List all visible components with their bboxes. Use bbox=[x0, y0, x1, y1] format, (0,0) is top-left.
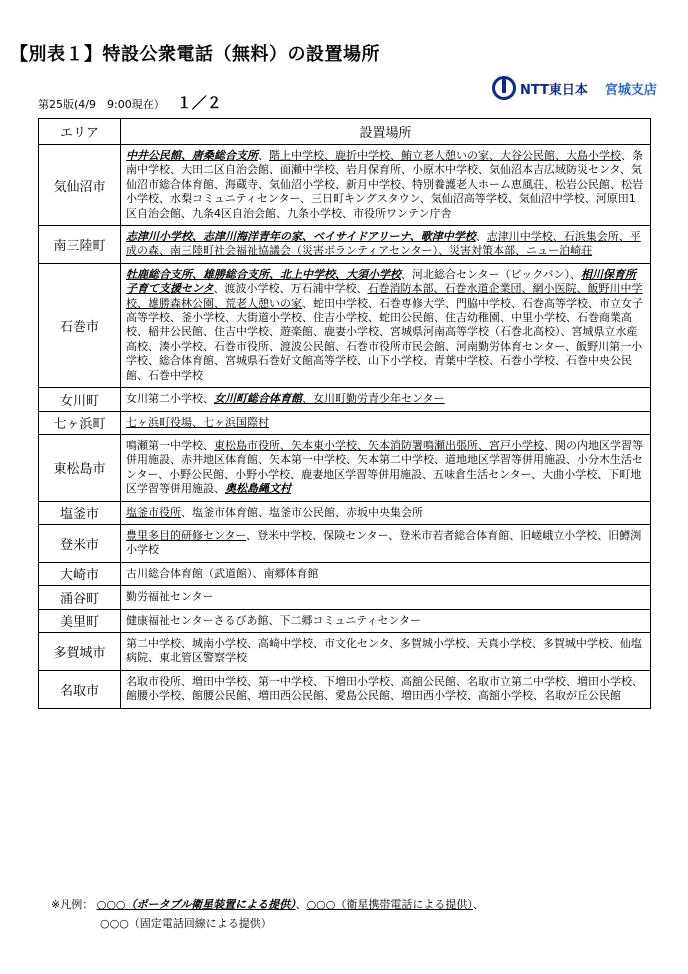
satellite-place-text: 志津川小学校、志津川海洋青年の家、ベイサイドアリーナ、歌津中学校 bbox=[126, 230, 476, 244]
places-cell bbox=[121, 263, 651, 387]
version-text: 第25版(4/9 9:00現在） bbox=[38, 98, 165, 111]
legend bbox=[51, 895, 484, 933]
places-cell bbox=[121, 609, 651, 632]
table-row bbox=[39, 145, 651, 226]
satellite-place-text: 中井公民館、唐桑総合支所 bbox=[126, 149, 258, 162]
fixed-place-text: 、 bbox=[475, 230, 487, 244]
area-cell: 石巻市 bbox=[39, 263, 121, 387]
table-row bbox=[39, 263, 651, 387]
area-column-header: エリア bbox=[39, 119, 121, 145]
table-row bbox=[39, 524, 651, 562]
satellite-place-text: 相川保育所子育て支援センタ bbox=[126, 267, 636, 296]
mobile-place-text: 、女川町勤労青少年センター bbox=[302, 392, 445, 406]
document-title: 【別表１】特設公衆電話（無料）の設置場所 bbox=[10, 44, 380, 65]
legend-satellite: ○○○（ポータブル衛星装置による提供） bbox=[96, 898, 296, 911]
table-row bbox=[39, 501, 651, 524]
places-cell bbox=[121, 524, 651, 562]
places-cell bbox=[121, 226, 651, 264]
fixed-place-text: 、 bbox=[258, 149, 269, 162]
fixed-place-text: 勤労福祉センター bbox=[126, 590, 214, 604]
area-cell: 涌谷町 bbox=[39, 586, 121, 609]
version-line bbox=[38, 92, 222, 113]
area-cell: 美里町 bbox=[39, 609, 121, 632]
area-cell: 多賀城市 bbox=[39, 632, 121, 670]
table-row bbox=[39, 411, 651, 434]
mobile-place-text: 豊里多目的研修センター bbox=[126, 528, 247, 542]
area-cell: 大崎市 bbox=[39, 562, 121, 585]
logo-brand-text: NTT東日本 bbox=[520, 82, 588, 98]
table-row bbox=[39, 632, 651, 670]
area-cell: 気仙沼市 bbox=[39, 145, 121, 226]
table-row bbox=[39, 670, 651, 708]
area-cell: 七ヶ浜町 bbox=[39, 411, 121, 434]
installation-table bbox=[38, 118, 651, 709]
fixed-place-text: 、塩釜市体育館、塩釜市公民館、赤坂中央集会所 bbox=[181, 505, 423, 519]
fixed-place-text: 名取市役所、増田中学校、第一中学校、下増田小学校、高舘公民館、名取市立第二中学校、増田小学校、館腰小学校、館腰公民館、増田西公民館、愛島公民館、増田西小学校、高舘小学校、名取が丘公民館 bbox=[126, 674, 643, 703]
places-cell bbox=[121, 501, 651, 524]
places-cell bbox=[121, 586, 651, 609]
area-cell: 名取市 bbox=[39, 670, 121, 708]
table-row bbox=[39, 609, 651, 632]
mobile-place-text: 階上中学校、鹿折中学校、鮪立老人憩いの家、大谷公民館、大島小学校 bbox=[269, 149, 621, 162]
legend-line-1 bbox=[51, 895, 484, 914]
table-header-row bbox=[39, 119, 651, 145]
places-column-header: 設置場所 bbox=[121, 119, 651, 145]
table-row bbox=[39, 434, 651, 501]
ntt-east-logo bbox=[491, 76, 657, 100]
legend-line-2 bbox=[51, 914, 484, 933]
fixed-place-text: 、渡波小学校、万石浦中学校、 bbox=[213, 282, 368, 296]
page-number: １／２ bbox=[176, 94, 222, 112]
mobile-place-text: 志津川中学校、石浜集会所、平成の森、南三陸町社会福祉協議会（災害ボランティアセンター）、災害対策本部、ニュー泊崎荘 bbox=[126, 230, 641, 258]
logo-branch-text: 宮城支店 bbox=[604, 82, 657, 98]
area-cell: 東松島市 bbox=[39, 434, 121, 501]
fixed-place-text: 健康福祉センターさるびあ館、下二郷コミュニティセンター bbox=[126, 613, 422, 627]
ntt-logo-icon bbox=[491, 76, 517, 100]
fixed-place-text: 、登米中学校、保険センター、登米市若者総合体育館、旧嵯峨立小学校、旧鱒渕小学校 bbox=[126, 528, 642, 557]
satellite-place-text: 女川町総合体育館 bbox=[214, 392, 302, 406]
satellite-place-text: 奥松島縄文村 bbox=[225, 482, 291, 496]
fixed-place-text: 、条南中学校、大田二区自治会館、面瀬中学校、岩月保育所、小原木中学校、気仙沼本吉広域防災センタ、気仙沼市総合体育館、海蔵寺、気仙沼小学校、新月中学校、特別養護老人ホーム恵風荘、松岩公民館、松岩小学校、水梨コミュニティセンター、三日町キングスタウン、気仙沼高等学校、気仙沼中学校、河原田1区自治会館、九条4区自治会館、九条小学校、市役所ワンテン庁舎 bbox=[126, 149, 643, 220]
places-cell bbox=[121, 562, 651, 585]
fixed-place-text: 第二中学校、城南小学校、高崎中学校、市文化センタ、多賀城小学校、天真小学校、多賀城中学校、仙塩病院、東北管区警察学校 bbox=[126, 636, 642, 665]
area-cell: 南三陸町 bbox=[39, 226, 121, 264]
mobile-place-text: 石巻消防本部、石巻水道企業団、網小医院、飯野川中学校、雄勝森林公園、荒老人憩いの家 bbox=[126, 282, 643, 310]
fixed-place-text: 女川第二小学校、 bbox=[126, 392, 214, 406]
fixed-place-text: 、蛇田中学校、石巻専修大学、門脇中学校、石巻高等学校、市立女子高等学校、釜小学校、大街道小学校、住吉小学校、蛇田公民館、住吉幼稚園、中里小学校、石巻商業高校、稲井公民館、住吉中学校、遊楽館、鹿妻小学校、宮城県河南高等学校（石巻北高校）、宮城県立水産高校、湊小学校、石巻市役所、渡波公民館、石巻市役所市民会館、河南勤労体育センター、飯野川第一小学校、総合体育館、宮城県石巻好文館高等学校、山下小学校、青葉中学校、石巻小学校、石巻中央公民館、石巻中学校 bbox=[126, 296, 643, 382]
places-cell bbox=[121, 145, 651, 226]
mobile-place-text: 東松島市役所、矢本東小学校、矢本消防署鳴瀬出張所、宮戸小学校 bbox=[214, 438, 544, 452]
fixed-place-text: 鳴瀬第一中学校、 bbox=[126, 438, 214, 452]
table-row bbox=[39, 226, 651, 264]
legend-mobile: ○○○（衛星携帯電話による提供） bbox=[306, 898, 473, 911]
area-cell: 登米市 bbox=[39, 524, 121, 562]
legend-separator: 、 bbox=[295, 898, 307, 911]
table-row bbox=[39, 388, 651, 411]
area-cell: 女川町 bbox=[39, 388, 121, 411]
places-cell bbox=[121, 434, 651, 501]
fixed-place-text: 、河北総合センター（ビックバン）、 bbox=[401, 267, 581, 281]
table-row bbox=[39, 562, 651, 585]
places-cell bbox=[121, 670, 651, 708]
area-cell: 塩釜市 bbox=[39, 501, 121, 524]
mobile-place-text: 塩釜市役所 bbox=[126, 505, 181, 519]
fixed-place-text: 古川総合体育館（武道館）、南郷体育館 bbox=[126, 566, 319, 580]
legend-fixed: ○○○（固定電話回線による提供） bbox=[100, 917, 272, 930]
mobile-place-text: 七ヶ浜町役場、七ヶ浜国際村 bbox=[126, 415, 269, 429]
legend-prefix: ※凡例： bbox=[51, 898, 94, 911]
legend-trailing: 、 bbox=[472, 898, 484, 911]
places-cell bbox=[121, 632, 651, 670]
fixed-place-text: 、関の内地区学習等併用施設、赤井地区体育館、矢本第一中学校、矢本第二中学校、道地地区学習等併用施設、小分木生活センター、小野公民館、小野小学校、鹿妻地区学習等併用施設、五味倉生活センター、大曲小学校、下町地区学習等併用施設、 bbox=[126, 438, 643, 496]
places-cell bbox=[121, 411, 651, 434]
table-row bbox=[39, 586, 651, 609]
satellite-place-text: 牡鹿総合支所、雄勝総合支所、北上中学校、大須小学校 bbox=[126, 267, 401, 281]
places-cell bbox=[121, 388, 651, 411]
